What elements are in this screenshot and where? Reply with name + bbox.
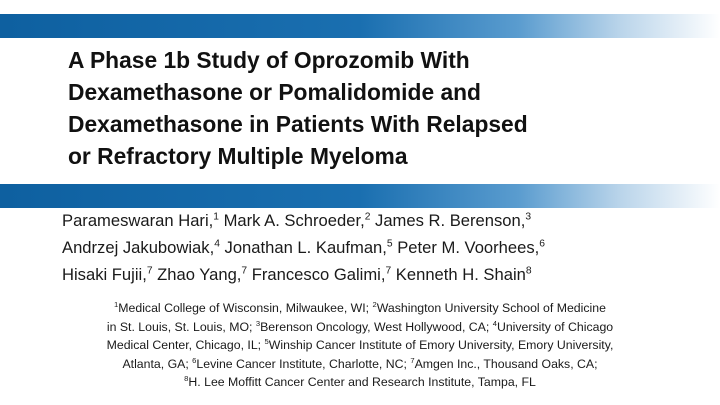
author-line xyxy=(62,234,702,261)
affiliation-text: in St. Louis, St. Louis, MO; xyxy=(106,319,256,334)
affiliation-text: Amgen Inc., Thousand Oaks, CA; xyxy=(414,356,598,371)
author-affiliation-marker: 7 xyxy=(241,265,248,277)
author-name: Parameswaran Hari, xyxy=(62,211,214,230)
author-name: Francesco Galimi, xyxy=(247,265,386,284)
affiliation-text: Levine Cancer Institute, Charlotte, NC; xyxy=(196,356,411,371)
author-line xyxy=(62,207,702,234)
affiliation-text: Atlanta, GA; xyxy=(122,356,193,371)
affiliation-marker: 7 xyxy=(410,355,415,365)
affiliation-text: Berenson Oncology, West Hollywood, CA; xyxy=(260,319,493,334)
affiliations xyxy=(20,299,700,392)
title-line: or Refractory Multiple Myeloma xyxy=(68,143,408,169)
affiliation-marker: 3 xyxy=(255,318,261,328)
author-affiliation-marker: 4 xyxy=(214,238,220,250)
affiliation-marker: 4 xyxy=(492,318,497,328)
affiliation-text: Washington University School of Medicine xyxy=(376,301,606,315)
author-list xyxy=(62,207,702,288)
affiliation-text: Winship Cancer Institute of Emory University, Emory University, xyxy=(268,338,614,353)
author-name: James R. Berenson, xyxy=(370,211,526,230)
author-affiliation-marker: 3 xyxy=(525,211,532,223)
author-name: Jonathan L. Kaufman, xyxy=(219,238,387,257)
affiliation-line xyxy=(20,299,700,318)
title-line: Dexamethasone in Patients With Relapsed xyxy=(68,111,528,137)
author-name: Mark A. Schroeder, xyxy=(218,211,365,230)
affiliation-marker: 6 xyxy=(192,355,197,365)
slide-title xyxy=(68,44,698,172)
affiliation-line xyxy=(20,355,700,374)
author-line xyxy=(62,261,702,288)
affiliation-marker: 5 xyxy=(264,337,269,347)
affiliation-line xyxy=(20,373,700,392)
author-name: Zhao Yang, xyxy=(152,265,242,284)
author-name: Andrzej Jakubowiak, xyxy=(62,238,215,257)
affiliation-text: University of Chicago xyxy=(496,319,614,334)
title-line: Dexamethasone or Pomalidomide and xyxy=(68,79,481,105)
author-affiliation-marker: 6 xyxy=(539,238,545,250)
affiliation-line xyxy=(20,318,700,337)
author-affiliation-marker: 1 xyxy=(213,211,219,223)
affiliation-text: H. Lee Moffitt Cancer Center and Research Institute, Tampa, FL xyxy=(188,375,536,390)
title-line: A Phase 1b Study of Oprozomib With xyxy=(68,47,470,73)
author-affiliation-marker: 7 xyxy=(385,265,392,277)
affiliation-text: Medical Center, Chicago, IL; xyxy=(106,338,265,353)
author-affiliation-marker: 2 xyxy=(364,211,371,223)
top-decorative-band xyxy=(0,14,720,38)
author-affiliation-marker: 8 xyxy=(525,265,532,277)
affiliation-marker: 1 xyxy=(114,299,119,309)
author-affiliation-marker: 5 xyxy=(386,238,393,250)
author-name: Kenneth H. Shain xyxy=(391,265,526,284)
affiliation-line xyxy=(20,336,700,355)
middle-decorative-band xyxy=(0,184,720,208)
author-affiliation-marker: 7 xyxy=(146,265,153,277)
author-name: Hisaki Fujii, xyxy=(62,265,147,284)
author-name: Peter M. Voorhees, xyxy=(392,238,540,257)
affiliation-text: Medical College of Wisconsin, Milwaukee, WI; xyxy=(118,301,373,315)
affiliation-marker: 8 xyxy=(184,374,189,384)
affiliation-marker: 2 xyxy=(372,299,377,309)
